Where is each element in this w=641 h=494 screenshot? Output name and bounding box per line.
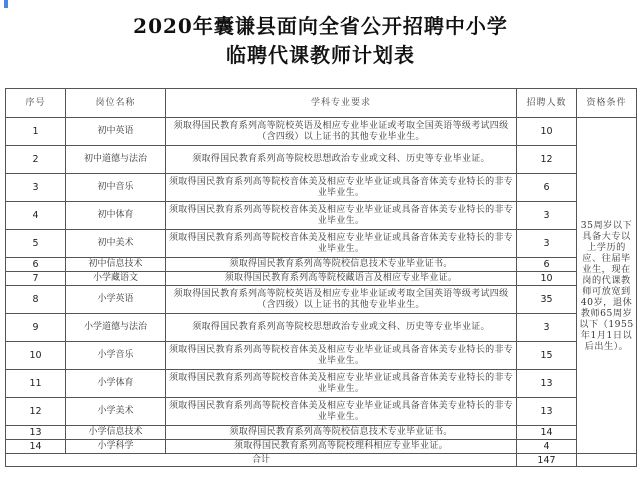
row-requirement: 须取得国民教育系列高等院校信息技术专业毕业证书。 [166,258,517,272]
row-count: 6 [517,258,577,272]
table-row [6,398,637,426]
header-position: 岗位名称 [66,89,166,118]
row-requirement: 须取得国民教育系列高等院校英语及相应专业毕业证或考取全国英语等级考试四级（含四级）以上证书的其他专业毕业生。 [166,118,517,146]
table-row [6,230,637,258]
row-count: 12 [517,146,577,174]
table-header-row [6,89,637,118]
row-index: 2 [6,146,66,174]
row-position: 小学英语 [66,286,166,314]
row-count: 3 [517,314,577,342]
row-index: 14 [6,440,66,454]
row-count: 13 [517,370,577,398]
row-position: 初中道德与法治 [66,146,166,174]
row-count: 15 [517,342,577,370]
document-title-line-2: 临聘代课教师计划表 [226,43,415,67]
table-row [6,314,637,342]
row-requirement: 须取得国民教育系列高等院校思想政治专业或文科、历史等专业毕业证。 [166,146,517,174]
qualification-cell: 35周岁以下具备大专以上学历的应、往届毕业生，现在岗的代课教师可放宽到40岁，退休教师65周岁以下（1955年1月1日以后出生）。 [577,118,637,454]
row-index: 3 [6,174,66,202]
row-index: 5 [6,230,66,258]
table-row [6,272,637,286]
row-index: 11 [6,370,66,398]
document-title-line-1: 2020年囊谦县面向全省公开招聘中小学 [133,14,508,38]
header-requirement: 学科专业要求 [166,89,517,118]
row-requirement: 须取得国民教育系列高等院校藏语言及相应专业毕业证。 [166,272,517,286]
row-requirement: 须取得国民教育系列高等院校信息技术专业毕业证书。 [166,426,517,440]
row-index: 9 [6,314,66,342]
row-requirement: 须取得国民教育系列高等院校音体美及相应专业毕业证或具备音体美专业特长的非专业毕业生。 [166,230,517,258]
row-position: 小学音乐 [66,342,166,370]
row-requirement: 须取得国民教育系列高等院校音体美及相应专业毕业证或具备音体美专业特长的非专业毕业生。 [166,342,517,370]
table-row [6,174,637,202]
table-row [6,370,637,398]
row-position: 初中英语 [66,118,166,146]
row-count: 10 [517,272,577,286]
row-position: 初中体育 [66,202,166,230]
corner-mark [4,0,8,8]
row-requirement: 须取得国民教育系列高等院校音体美及相应专业毕业证或具备音体美专业特长的非专业毕业生。 [166,370,517,398]
row-index: 12 [6,398,66,426]
row-index: 8 [6,286,66,314]
row-count: 14 [517,426,577,440]
table-row [6,146,637,174]
row-count: 13 [517,398,577,426]
row-position: 小学信息技术 [66,426,166,440]
row-requirement: 须取得国民教育系列高等院校音体美及相应专业毕业证或具备音体美专业特长的非专业毕业生。 [166,398,517,426]
row-requirement: 须取得国民教育系列高等院校理科相应专业毕业证。 [166,440,517,454]
row-index: 10 [6,342,66,370]
row-count: 10 [517,118,577,146]
row-position: 初中信息技术 [66,258,166,272]
table-row [6,286,637,314]
row-requirement: 须取得国民教育系列高等院校音体美及相应专业毕业证或具备音体美专业特长的非专业毕业生。 [166,174,517,202]
row-requirement: 须取得国民教育系列高等院校音体美及相应专业毕业证或具备音体美专业特长的非专业毕业生。 [166,202,517,230]
table-row [6,440,637,454]
row-index: 6 [6,258,66,272]
row-requirement: 须取得国民教育系列高等院校英语及相应专业毕业证或考取全国英语等级考试四级（含四级）以上证书的其他专业毕业生。 [166,286,517,314]
row-position: 小学道德与法治 [66,314,166,342]
total-label: 合计 [6,454,517,467]
row-position: 小学藏语文 [66,272,166,286]
row-count: 4 [517,440,577,454]
row-index: 1 [6,118,66,146]
table-row [6,202,637,230]
header-qualification: 资格条件 [577,89,637,118]
table-row [6,258,637,272]
total-row [6,454,637,467]
header-index: 序号 [6,89,66,118]
header-count: 招聘人数 [517,89,577,118]
row-index: 4 [6,202,66,230]
total-qualification-empty [577,454,637,467]
row-requirement: 须取得国民教育系列高等院校思想政治专业或文科、历史等专业毕业证。 [166,314,517,342]
row-count: 3 [517,202,577,230]
recruitment-plan-table [5,88,637,467]
table-row [6,118,637,146]
row-position: 小学科学 [66,440,166,454]
row-count: 6 [517,174,577,202]
total-count: 147 [517,454,577,467]
row-position: 初中美术 [66,230,166,258]
table-row [6,342,637,370]
row-position: 初中音乐 [66,174,166,202]
row-index: 7 [6,272,66,286]
row-position: 小学美术 [66,398,166,426]
row-count: 35 [517,286,577,314]
row-index: 13 [6,426,66,440]
row-count: 3 [517,230,577,258]
table-row [6,426,637,440]
row-position: 小学体育 [66,370,166,398]
